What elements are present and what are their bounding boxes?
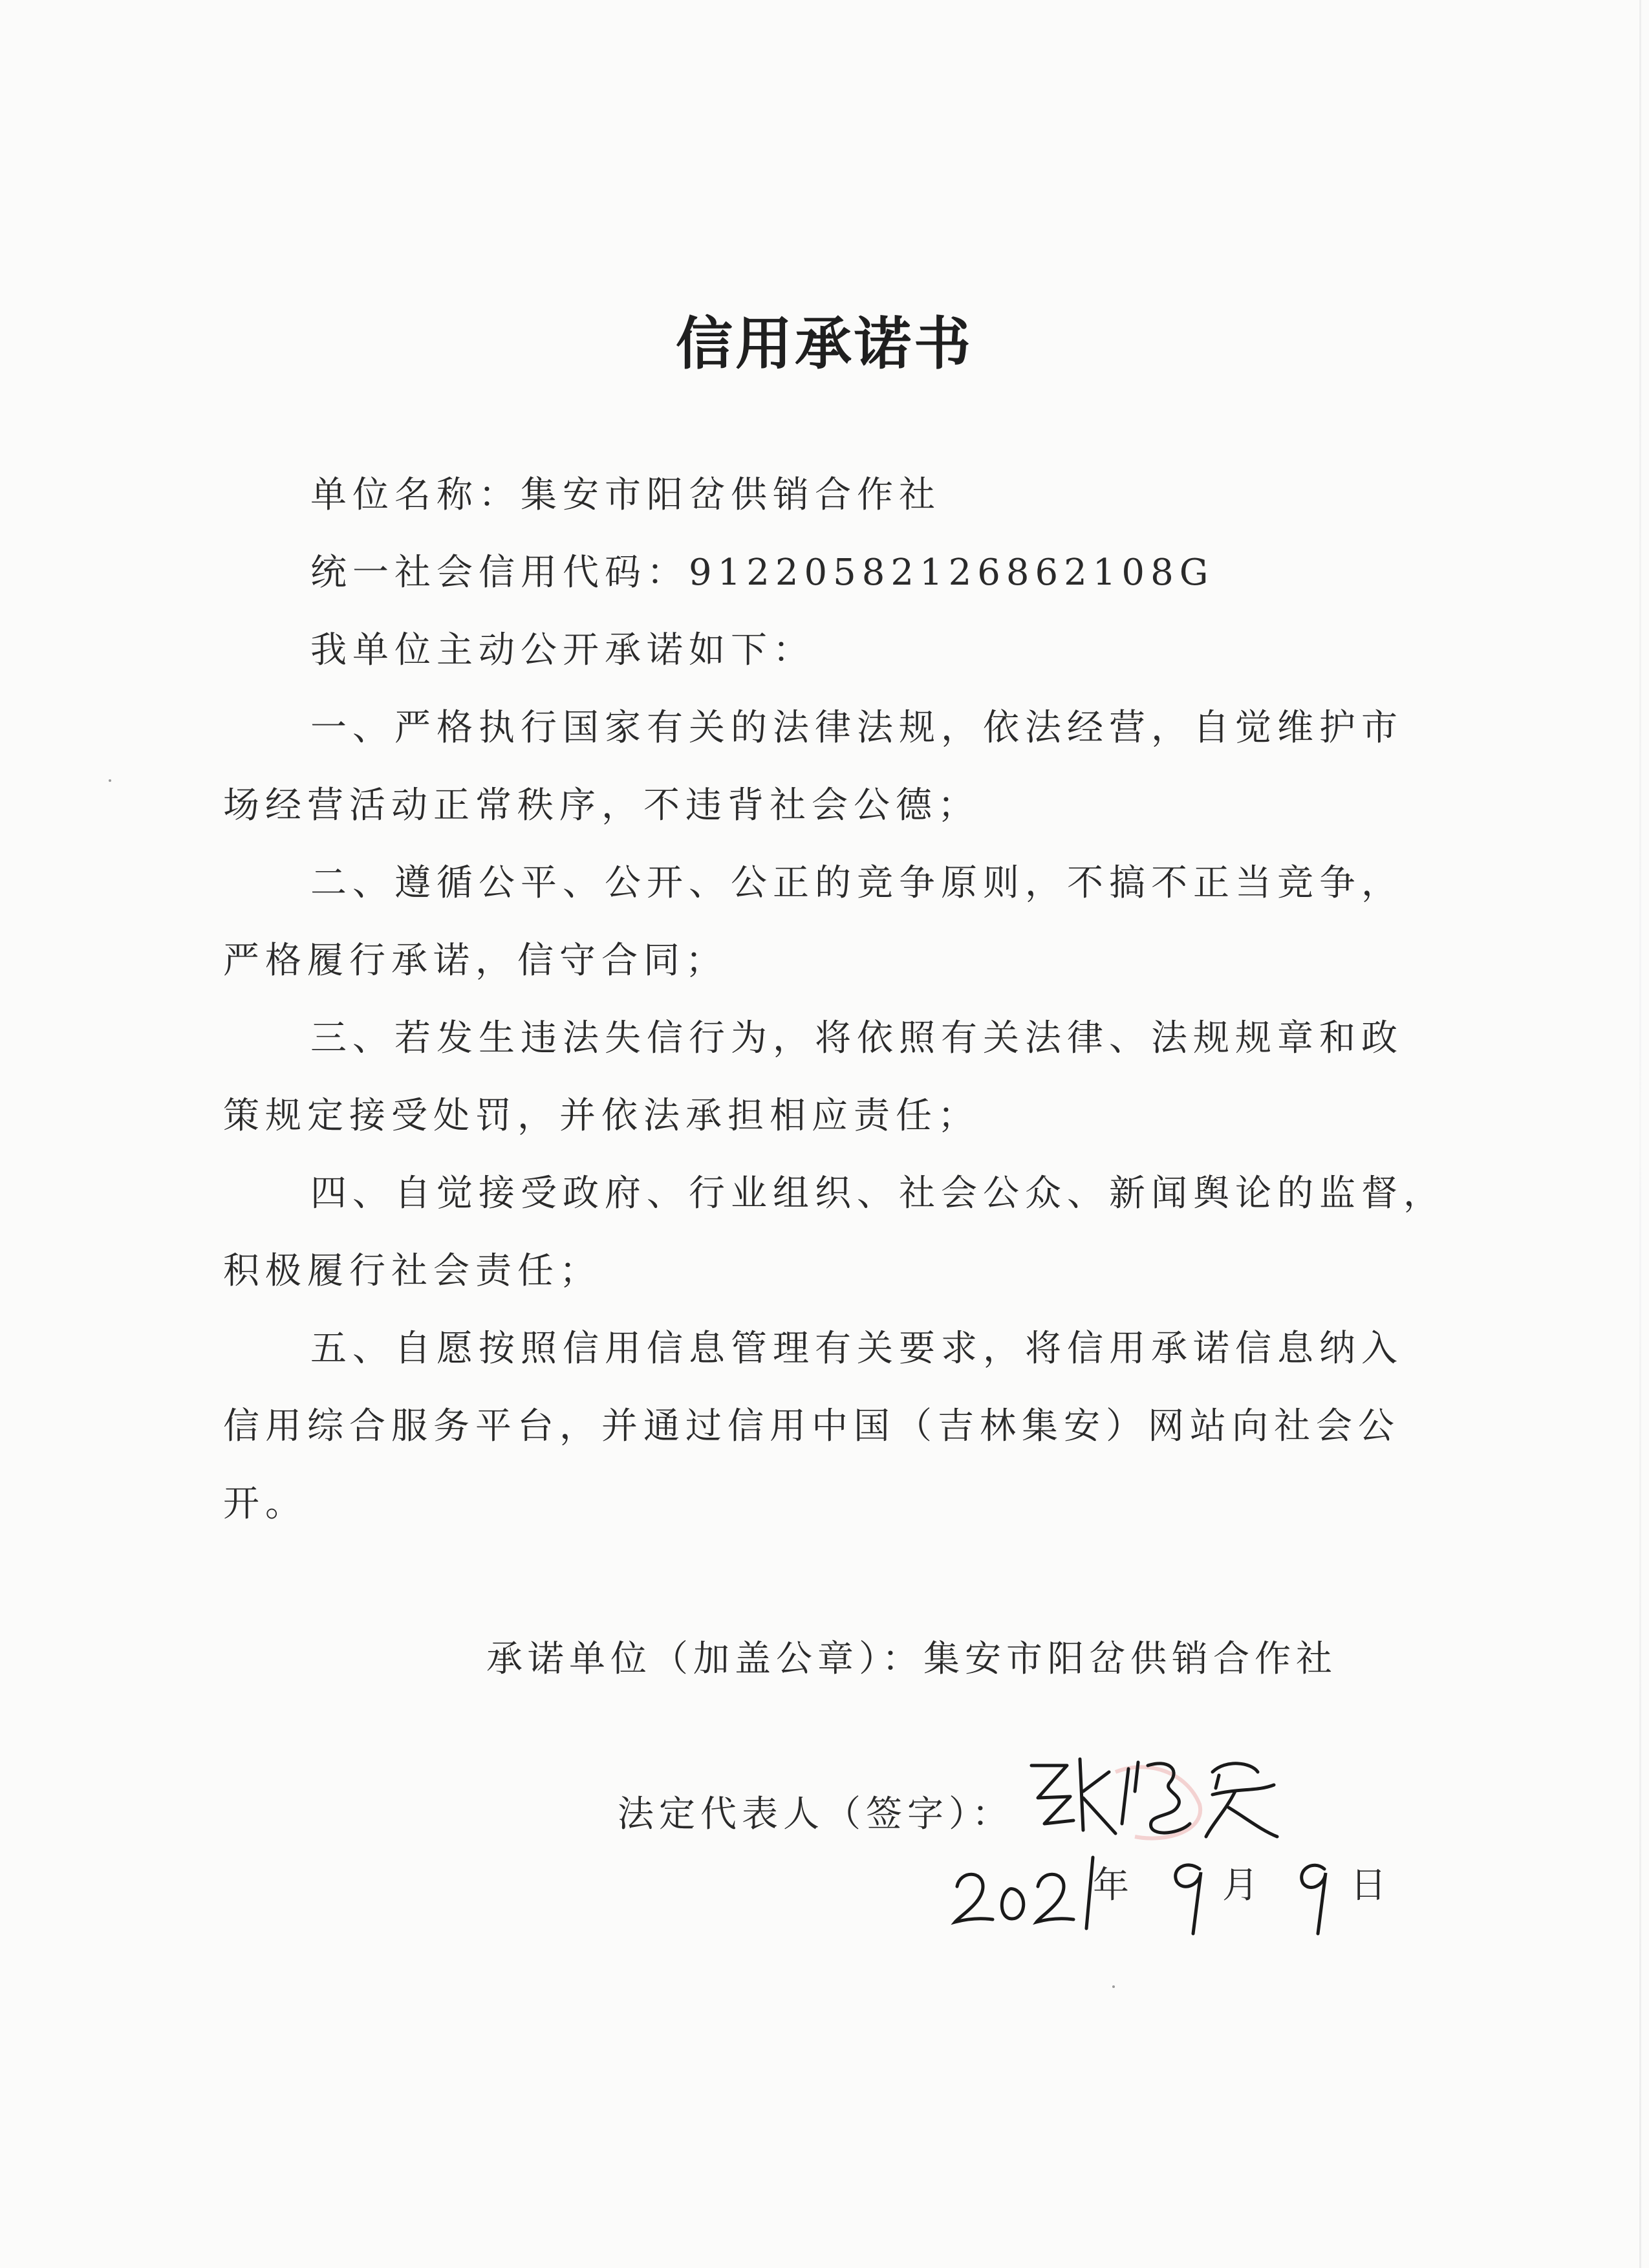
item3-line2: 策规定接受处罚，并依法承担相应责任； [223,1095,980,1137]
committing-unit-line: 承诺单位（加盖公章）：集安市阳岔供销合作社 [486,1638,1337,1680]
day-unit: 日 [1350,1864,1386,1906]
signature-image [1018,1746,1290,1856]
item3-line1: 三、若发生违法失信行为，将依照有关法律、法规规章和政 [310,1017,1403,1059]
item5-line3: 开。 [223,1483,307,1525]
scan-speck [1112,1985,1115,1988]
intro-line: 我单位主动公开承诺如下： [310,629,815,671]
item2-line1: 二、遵循公平、公开、公正的竞争原则，不搞不正当竞争， [310,862,1403,904]
scan-speck [109,779,111,782]
unit-name-line: 单位名称：集安市阳岔供销合作社 [310,474,941,516]
year-unit: 年 [1093,1864,1129,1906]
handwritten-day-image [1287,1850,1345,1940]
document-title: 信用承诺书 [675,310,973,377]
item5-line1: 五、自愿按照信用信息管理有关要求，将信用承诺信息纳入 [310,1328,1403,1370]
handwritten-month-image [1161,1850,1219,1940]
item1-line1: 一、严格执行国家有关的法律法规，依法经营，自觉维护市 [310,707,1403,749]
legal-rep-label: 法定代表人（签字）： [618,1793,1013,1835]
credit-code-line: 统一社会信用代码：91220582126862108G [310,552,1214,594]
item4-line1: 四、自觉接受政府、行业组织、社会公众、新闻舆论的监督， [310,1172,1445,1215]
handwritten-year-image [947,1851,1116,1935]
month-unit: 月 [1222,1864,1258,1906]
item2-line2: 严格履行承诺，信守合同； [223,940,727,982]
item4-line2: 积极履行社会责任； [223,1250,601,1292]
item5-line2: 信用综合服务平台，并通过信用中国（吉林集安）网站向社会公 [223,1405,1400,1447]
item1-line2: 场经营活动正常秩序，不违背社会公德； [223,784,980,826]
